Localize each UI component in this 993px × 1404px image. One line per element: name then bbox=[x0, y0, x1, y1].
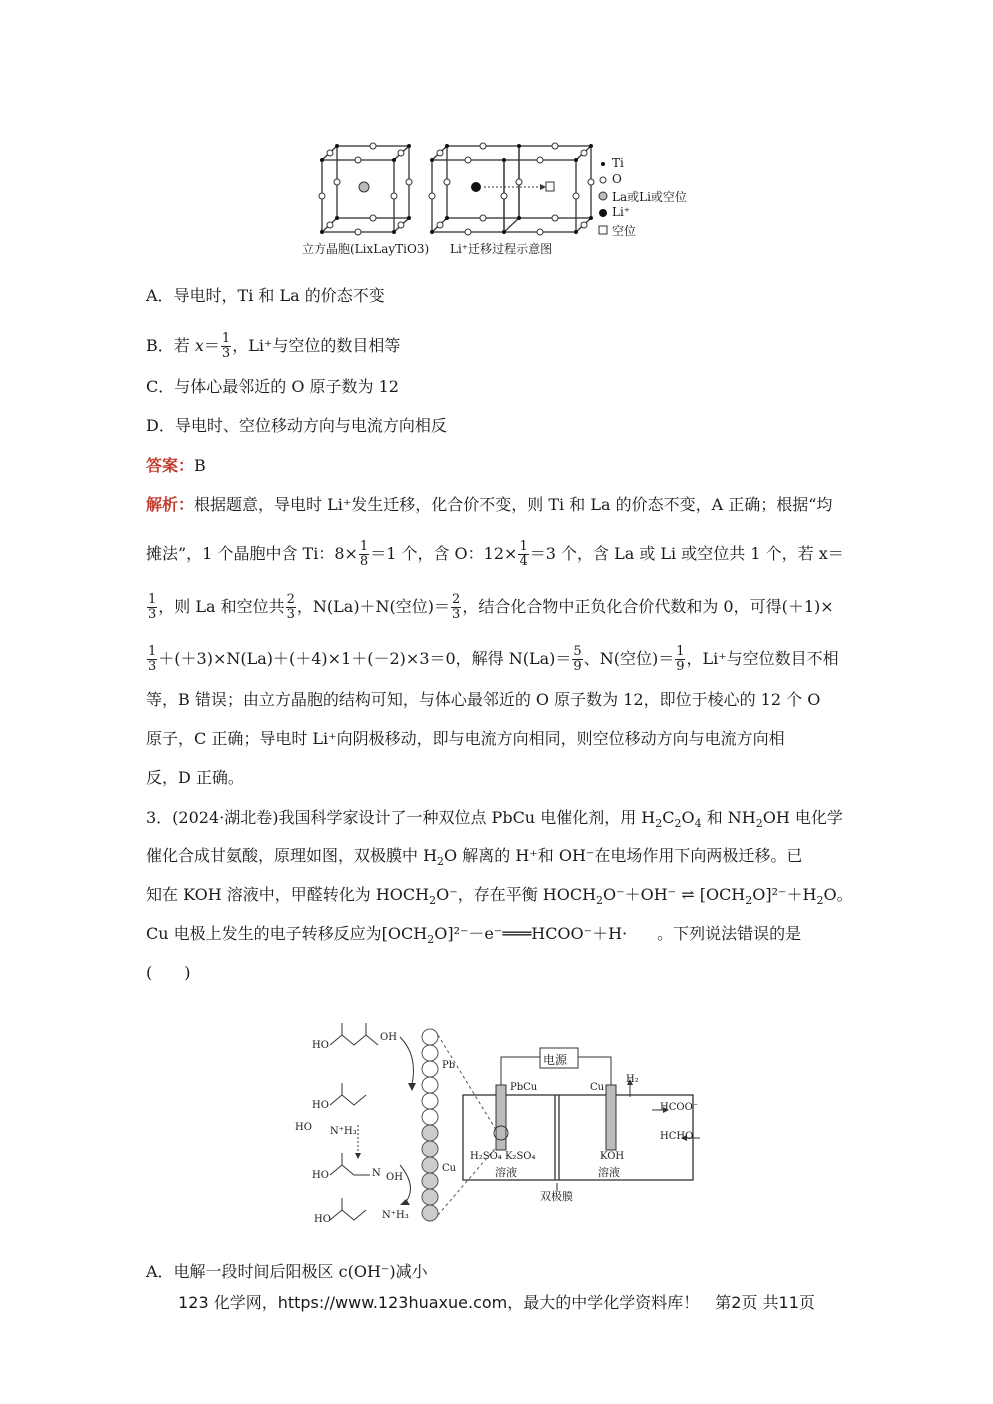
q3-line-5: ( ) bbox=[146, 963, 191, 982]
mol-4-n: N bbox=[372, 1168, 381, 1179]
analysis-line-7: 反，D 正确。 bbox=[146, 768, 244, 787]
label-pb: Pb bbox=[442, 1060, 456, 1071]
label-hcho: HCHO bbox=[660, 1131, 694, 1142]
option-c: C．与体心最邻近的 O 原子数为 12 bbox=[146, 377, 399, 396]
legend-li: Li⁺ bbox=[612, 205, 631, 219]
q3-line-1: 3．(2024·湖北卷)我国科学家设计了一种双位点 PbCu 电催化剂，用 $H_2C_2O_4$ 和 $NH_2OH$ 电化学 bbox=[146, 808, 843, 831]
mol-4-ho: HO bbox=[312, 1170, 329, 1181]
analysis-line-5: 等，B 错误；由立方晶胞的结构可知，与体心最邻近的 O 原子数为 12，即位于棱心的 12 个 O bbox=[146, 690, 821, 709]
legend-ti: Ti bbox=[612, 156, 624, 170]
label-right-sol1: KOH bbox=[600, 1151, 625, 1162]
option-d: D．导电时、空位移动方向与电流方向相反 bbox=[146, 416, 447, 435]
mol-5-nh3: N⁺H₃ bbox=[382, 1210, 409, 1221]
analysis-line-6: 原子，C 正确；导电时 Li⁺向阴极移动，即与电流方向相同，则空位移动方向与电流方向相 bbox=[146, 729, 785, 748]
option-a: A．导电时，Ti 和 La 的价态不变 bbox=[146, 286, 385, 305]
legend-vacancy: 空位 bbox=[612, 224, 637, 238]
q3-line-2: 催化合成甘氨酸，原理如图，双极膜中 $H_2O$ 解离的 H⁺和 OH⁻在电场作用下向两极迁移。已 bbox=[146, 846, 803, 869]
label-right-sol2: 溶液 bbox=[598, 1166, 620, 1179]
legend-la: La或Li或空位 bbox=[612, 190, 687, 204]
mol-1-oh: OH bbox=[380, 1032, 397, 1043]
label-power: 电源 bbox=[543, 1053, 568, 1067]
mol-3-ho: HO bbox=[295, 1122, 312, 1133]
label-cu-electrode: Cu bbox=[590, 1082, 605, 1093]
option-b: B．若 x＝ $\frac{1}{3}$ ，Li⁺与空位的数目相等 bbox=[146, 331, 401, 361]
mol-1-ho: HO bbox=[312, 1040, 329, 1051]
mol-2-ho: HO bbox=[312, 1100, 329, 1111]
label-h2: H₂ bbox=[626, 1074, 639, 1085]
option-q3-a: A．电解一段时间后阳极区 c(OH⁻)减小 bbox=[146, 1262, 428, 1281]
mol-4-oh: OH bbox=[386, 1172, 403, 1183]
label-pbcu: PbCu bbox=[510, 1082, 538, 1093]
label-left-sol2: 溶液 bbox=[495, 1166, 517, 1179]
q3-line-3: 知在 KOH 溶液中，甲醛转化为 $HOCH_2O^-$，存在平衡 $HOCH_2O^-+OH^-$ ⇌ $[OCH_2O]^{2-}+H_2O$。 bbox=[146, 885, 853, 908]
analysis-line-3: $\frac{1}{3}$ ，则 La 和空位共 $\frac{2}{3}$ ，N(La)＋N(空位)＝ $\frac{2}{3}$ ，结合化合物中正负化合价代数和为 0，可得(＋1)× bbox=[148, 592, 834, 622]
label-membrane: 双极膜 bbox=[540, 1190, 573, 1203]
label-hcoo: HCOO⁻ bbox=[660, 1102, 699, 1113]
q3-line-4: Cu 电极上发生的电子转移反应为$[OCH_2O]^{2-}-e^-═══HCOO^-+H\cdot$ 。下列说法错误的是 bbox=[146, 924, 802, 947]
label-cu-catalyst: Cu bbox=[442, 1163, 457, 1174]
analysis-line-2: 摊法”，1 个晶胞中含 Ti：8× $\frac{1}{8}$ ＝1 个，含 O：12× $\frac{1}{4}$ ＝3 个，含 La 或 Li 或空位共 1 个，若 x＝ bbox=[146, 539, 844, 569]
page-footer: 123 化学网，https://www.123huaxue.com，最大的中学化学资料库！ 第2页 共11页 bbox=[178, 1293, 815, 1312]
mol-5-ho: HO bbox=[314, 1214, 331, 1225]
mol-3-nh3: N⁺H₃ bbox=[330, 1126, 357, 1137]
analysis-line-1: 解析：根据题意，导电时 Li⁺发生迁移，化合价不变，则 Ti 和 La 的价态不变，A 正确；根据“均 bbox=[146, 495, 833, 514]
legend-o: O bbox=[612, 172, 622, 186]
electrolysis-figure bbox=[300, 1015, 720, 1235]
caption-right: Li⁺迁移过程示意图 bbox=[450, 242, 553, 256]
analysis-line-4: $\frac{1}{3}$ ＋(＋3)×N(La)＋(＋4)×1＋(－2)×3＝0，解得 N(La)＝ $\frac{5}{9}$ 、N(空位)＝ $\frac{1}{9}$ ，Li⁺与空位数目不相 bbox=[148, 644, 839, 674]
label-left-sol1: H₂SO₄ K₂SO₄ bbox=[470, 1151, 536, 1162]
caption-left: 立方晶胞(LixLayTiO3) bbox=[302, 242, 430, 256]
answer: 答案：B bbox=[146, 456, 206, 475]
